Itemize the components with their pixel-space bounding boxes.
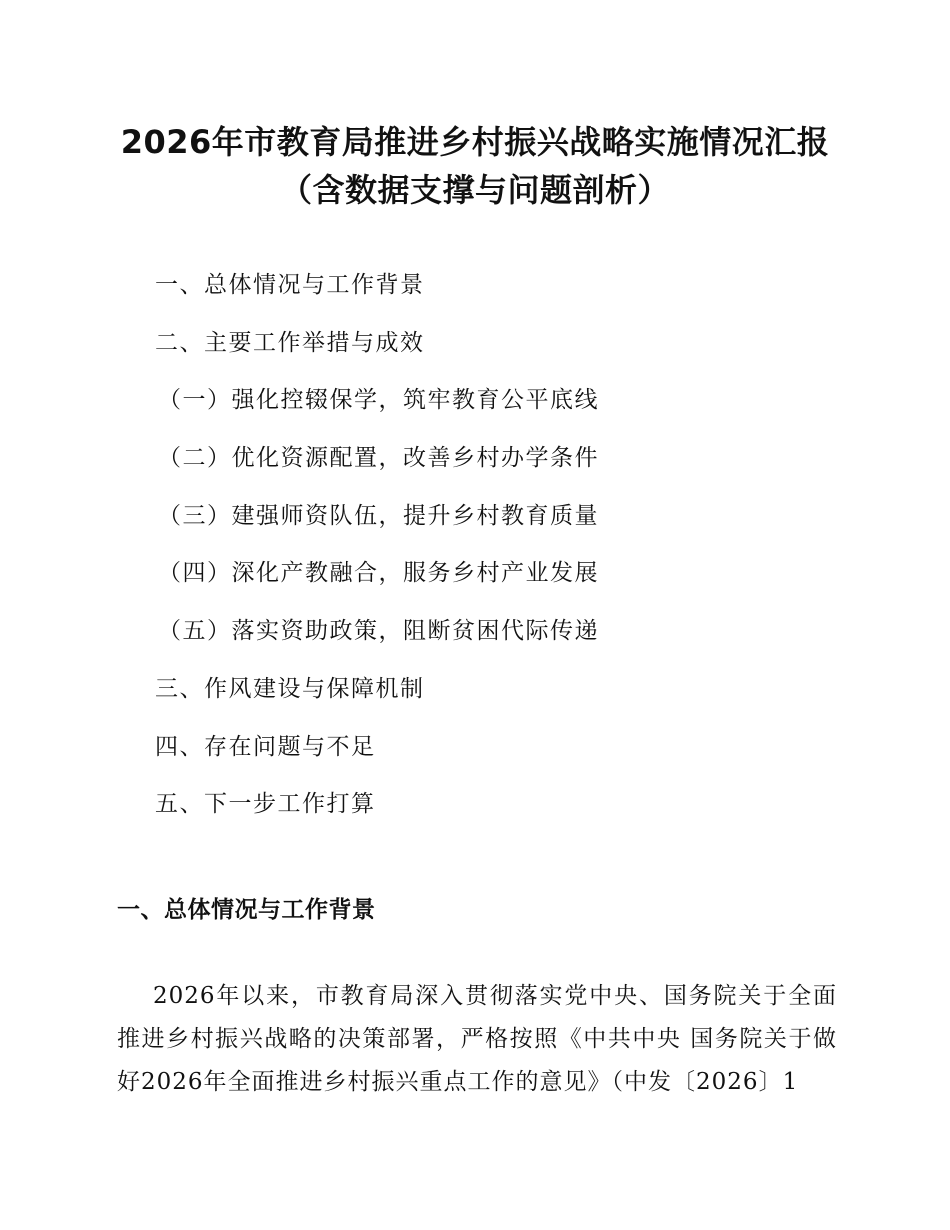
- toc-item-3: 三、作风建设与保障机制: [155, 675, 425, 702]
- toc-item-2-1: （一）强化控辍保学，筑牢教育公平底线: [158, 387, 599, 414]
- document-title: 2026年市教育局推进乡村振兴战略实施情况汇报（含数据支撑与问题剖析）: [120, 123, 830, 209]
- toc-item-2-2: （二）优化资源配置，改善乡村办学条件: [158, 445, 599, 472]
- toc-item-2-3: （三）建强师资队伍，提升乡村教育质量: [158, 502, 599, 529]
- body-paragraph: 2026年以来，市教育局深入贯彻落实党中央、国务院关于全面推进乡村振兴战略的决策部署，严格按照《中共中央 国务院关于做好2026年全面推进乡村振兴重点工作的意见》（中发〔2026〕1: [117, 983, 837, 1095]
- toc-item-1: 一、总体情况与工作背景: [155, 272, 425, 298]
- toc-item-2-5: （五）落实资助政策，阻断贫困代际传递: [158, 618, 599, 645]
- toc-item-5: 五、下一步工作打算: [155, 791, 376, 818]
- toc-item-2-4: （四）深化产教融合，服务乡村产业发展: [158, 560, 599, 587]
- table-of-contents: [0, 262, 950, 839]
- toc-item-2: 二、主要工作举措与成效: [155, 329, 425, 356]
- section-heading: 一、总体情况与工作背景: [117, 897, 376, 923]
- toc-item-4: 四、存在问题与不足: [155, 733, 376, 760]
